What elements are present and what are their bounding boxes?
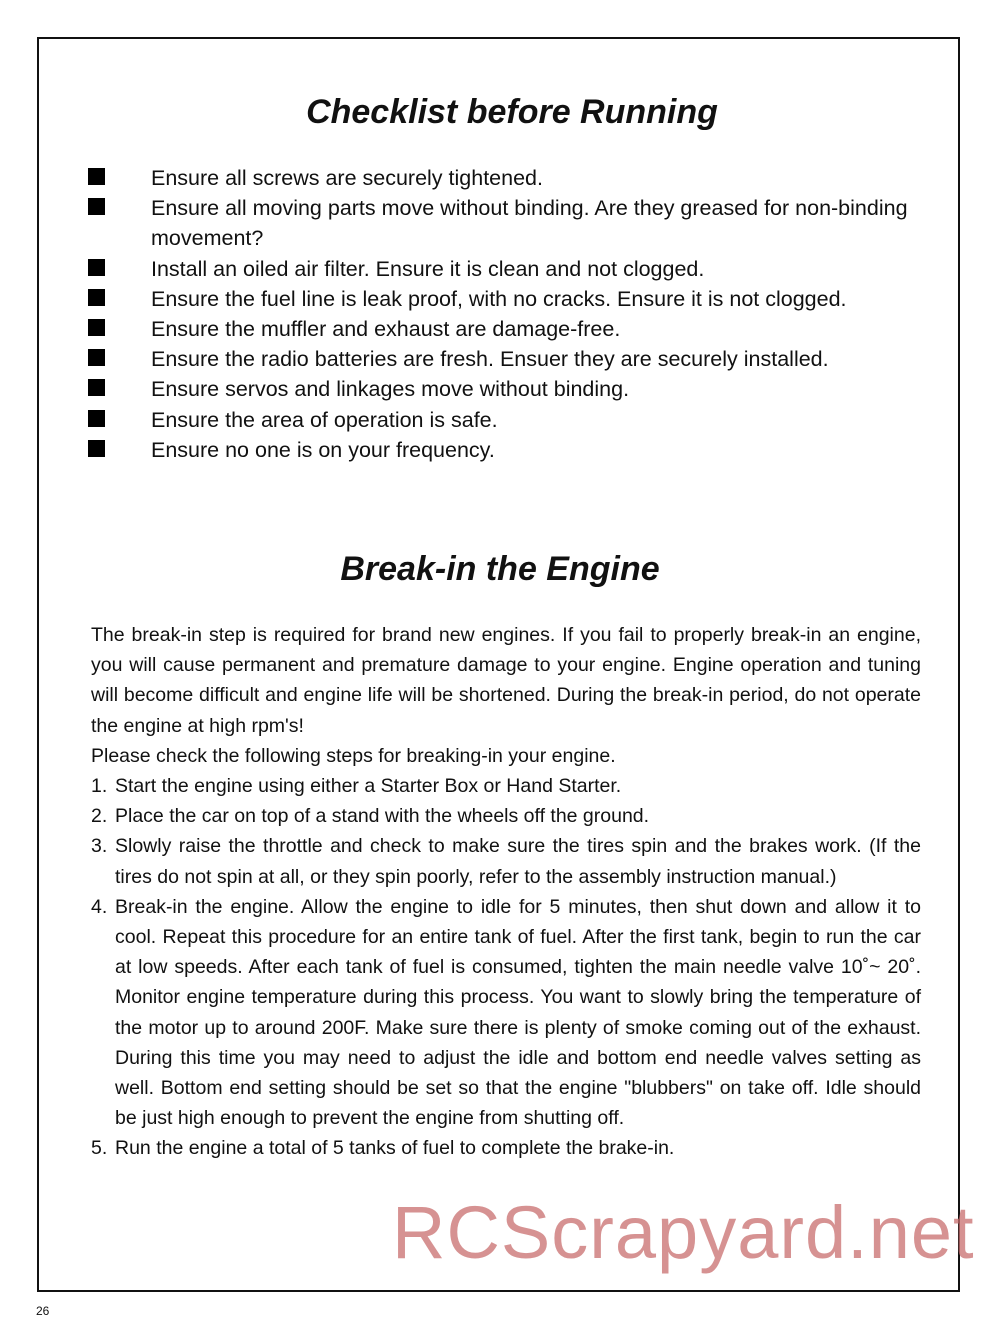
- checklist-item: [88, 163, 928, 193]
- breakin-intro: The break-in step is required for brand new engines. If you fail to properly break-in an engine, you will cause permanent and premature damage to your engine. Engine operation and tuning will become difficult and engine life will be shortened. During the break-in period, do not operate the engine at high rpm's!: [91, 624, 921, 737]
- checklist-title: Checklist before Running: [306, 93, 718, 131]
- step-item: [91, 831, 921, 891]
- breakin-steps: [91, 771, 921, 1164]
- step-number: 5.: [91, 1137, 108, 1160]
- step-number: 4.: [91, 895, 108, 918]
- step-text: Start the engine using either a Starter Box or Hand Starter.: [115, 775, 622, 798]
- checklist: [88, 163, 928, 465]
- step-text: Place the car on top of a stand with the wheels off the ground.: [115, 805, 650, 828]
- checklist-item: [88, 405, 928, 435]
- checklist-item-text: Ensure the fuel line is leak proof, with no cracks. Ensure it is not clogged.: [151, 286, 847, 311]
- square-bullet-icon: [88, 168, 105, 185]
- step-number: 2.: [91, 805, 108, 828]
- checklist-item-text: Ensure the radio batteries are fresh. Ensuer they are securely installed.: [151, 347, 829, 372]
- checklist-item-text: Ensure no one is on your frequency.: [151, 437, 495, 462]
- step-text: Slowly raise the throttle and check to make sure the tires spin and the brakes work. (If the tires do not spin at all, or they spin poorly, refer to the assembly instruction manual.): [115, 835, 921, 888]
- step-item: [91, 771, 921, 801]
- step-item: [91, 1133, 921, 1163]
- checklist-item-text: Ensure all screws are securely tightened.: [151, 166, 543, 190]
- step-text: Run the engine a total of 5 tanks of fuel to complete the brake-in.: [115, 1137, 675, 1160]
- square-bullet-icon: [88, 349, 105, 366]
- square-bullet-icon: [88, 379, 105, 396]
- checklist-item: [88, 254, 928, 284]
- breakin-title: Break-in the Engine: [340, 550, 660, 588]
- checklist-item: [88, 374, 928, 404]
- step-number: 3.: [91, 835, 108, 858]
- step-item: [91, 801, 921, 831]
- step-number: 1.: [91, 775, 108, 798]
- square-bullet-icon: [88, 289, 105, 306]
- square-bullet-icon: [88, 198, 105, 215]
- checklist-item-text: Ensure servos and linkages move without binding.: [151, 377, 630, 402]
- square-bullet-icon: [88, 410, 105, 427]
- checklist-item: [88, 284, 928, 314]
- checklist-item-text: Ensure the muffler and exhaust are damage-free.: [151, 317, 621, 342]
- checklist-item: [88, 314, 928, 344]
- checklist-item: [88, 435, 928, 465]
- breakin-lead: Please check the following steps for breaking-in your engine.: [91, 744, 616, 767]
- checklist-item: [88, 193, 928, 253]
- checklist-item-text: Ensure all moving parts move without binding. Are they greased for non-binding movement?: [151, 196, 908, 251]
- watermark: RCScrapyard.net: [392, 1191, 975, 1274]
- breakin-body: [91, 620, 921, 1164]
- checklist-item-text: Install an oiled air filter. Ensure it is clean and not clogged.: [151, 256, 705, 281]
- square-bullet-icon: [88, 259, 105, 276]
- checklist-item: [88, 344, 928, 374]
- step-item: [91, 892, 921, 1134]
- square-bullet-icon: [88, 440, 105, 457]
- square-bullet-icon: [88, 319, 105, 336]
- page-number: 26: [36, 1304, 50, 1318]
- step-text: Break-in the engine. Allow the engine to idle for 5 minutes, then shut down and allow it to cool. Repeat this procedure for an entire tank of fuel. After the first tank, begin to run the car at low speeds. After each tank of fuel is consumed, tighten the main needle valve 10˚~ 20˚. Monitor engine temperature during this process. You want to slowly bring the temperature of the motor up to around 200F. Make sure there is plenty of smoke coming out of the exhaust. During this time you may need to adjust the idle and bottom end needle valves setting as well. Bottom end setting should be set so that the engine "blubbers" on take off. Idle should be just high enough to prevent the engine from shutting off.: [115, 895, 921, 1130]
- checklist-item-text: Ensure the area of operation is safe.: [151, 407, 498, 432]
